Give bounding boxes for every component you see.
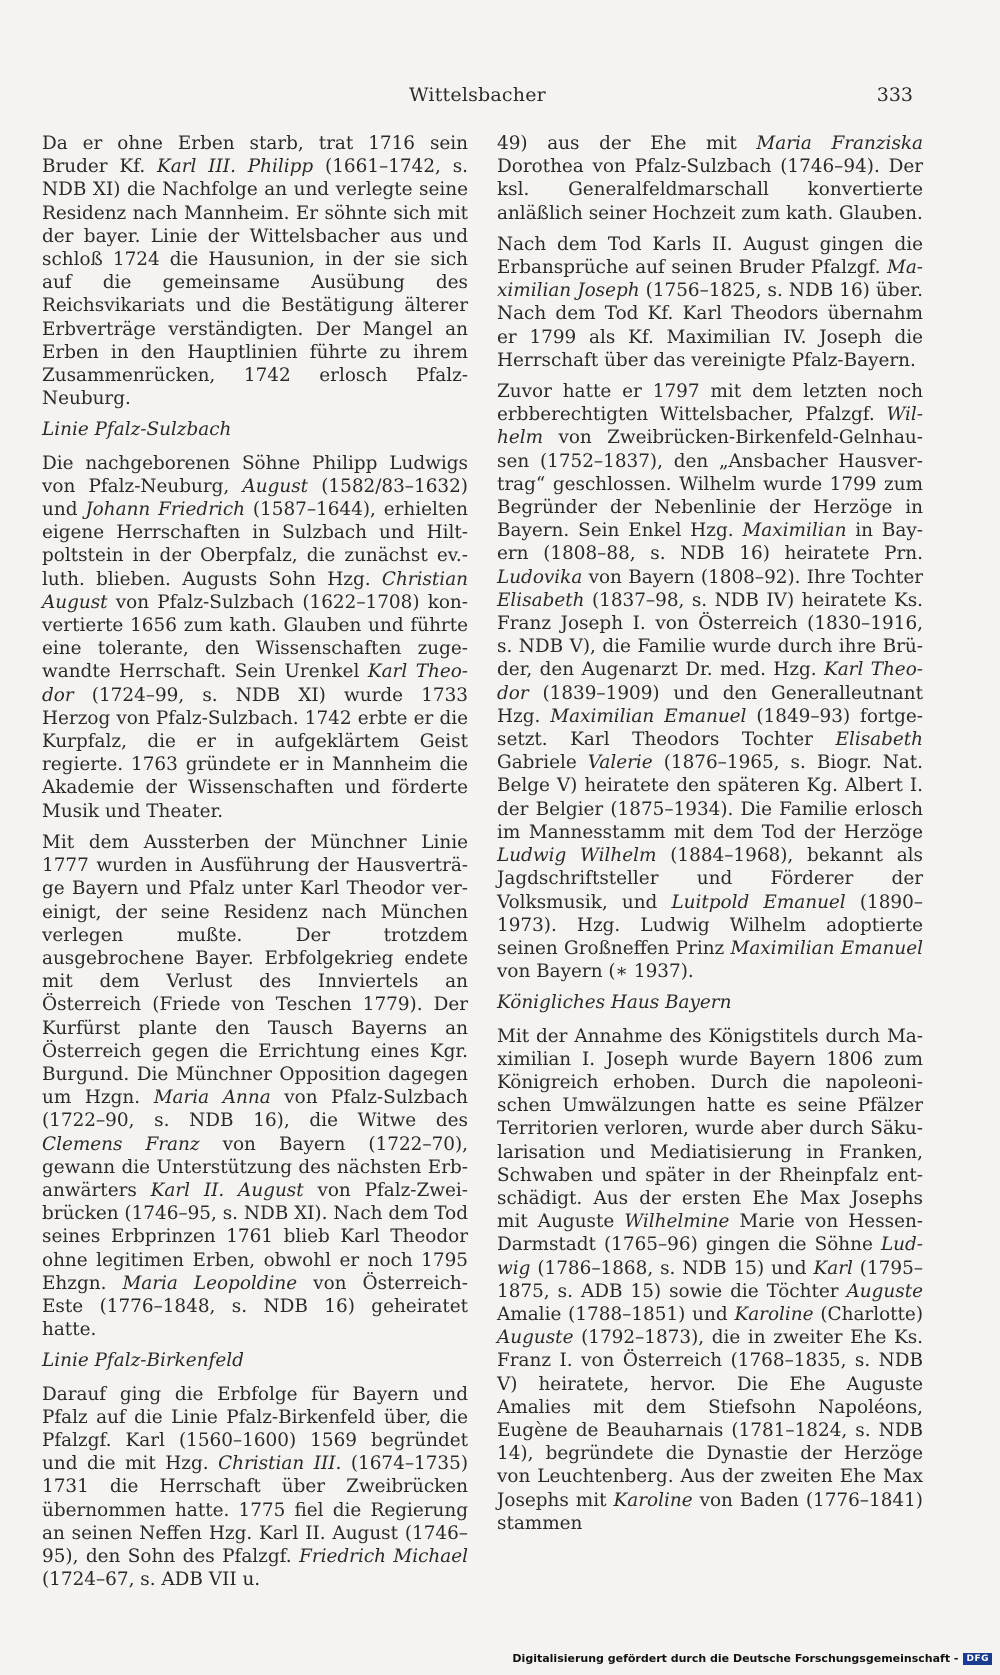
paragraph: Nach dem Tod Karls II. August gingen die Erbansprüche auf seinen Bruder Pfalzgf. Maximilian Joseph (1756–1825, s. NDB 16) über. Nach dem Tod Kf. Karl Theodors übernahm er 1799 als Kf. Maximilian IV. Joseph die Herrschaft über das vereinigte Pfalz-Bayern.	[497, 233, 924, 371]
paragraph: Darauf ging die Erbfolge für Bayern und Pfalz auf die Linie Pfalz-Birkenfeld über, die Pfalzgf. Karl (1560–1600) 1569 begründet und die mit Hzg. Christian III. (1674–1735) 1731 die Herrschaft über Zweibrücken übernommen hatte. 1775 fiel die Regierung an seinen Neffen Hzg. Karl II. August (1746–95), den Sohn des Pfalzgf. Friedrich Michael (1724–67, s. ADB VII u.	[42, 1383, 468, 1591]
dfg-logo: DFG	[963, 1653, 992, 1665]
section-heading: Königliches Haus Bayern	[497, 992, 732, 1014]
paragraph: Zuvor hatte er 1797 mit dem letzten noch erbberechtigten Wittelsbacher, Pfalzgf. Wilhelm von Zweibrücken-Birkenfeld-Gelnhausen (1752–1837), den „Ansbacher Hausvertrag“ geschlossen. Wilhelm wurde 1799 zum Begründer der Nebenlinie der Herzöge in Bayern. Sein Enkel Hzg. Maximilian in Bayern (1808–88, s. NDB 16) heiratete Prn. Ludovika von Bayern (1808–92). Ihre Tochter Elisabeth (1837–98, s. NDB IV) heiratete Ks. Franz Joseph I. von Österreich (1830–1916, s. NDB V), die Familie wurde durch ihre Brüder, den Augenarzt Dr. med. Hzg. Karl Theodor (1839–1909) und den Generalleutnant Hzg. Maximilian Emanuel (1849–93) fortgesetzt. Karl Theodors Tochter Elisabeth Gabriele Valerie (1876–1965, s. Biogr. Nat. Belge V) heiratete den späteren Kg. Albert I. der Belgier (1875–1934). Die Familie erlosch im Mannesstamm mit dem Tod der Herzöge Ludwig Wilhelm (1884–1968), bekannt als Jagdschriftsteller und Förderer der Volksmusik, und Luitpold Emanuel (1890–1973). Hzg. Ludwig Wilhelm adoptierte seinen Großneffen Prinz Maximilian Emanuel von Bayern (∗ 1937).	[497, 381, 923, 983]
page-header	[42, 84, 913, 112]
section-heading: Linie Pfalz-Birkenfeld	[42, 1350, 244, 1372]
left-column	[42, 132, 468, 1599]
section-heading: Linie Pfalz-Sulzbach	[42, 419, 232, 441]
paragraph: Mit dem Aussterben der Münchner Linie 1777 wurden in Ausführung der Hausverträge Bayern und Pfalz unter Karl Theodor vereinigt, der seine Residenz nach München verlegen mußte. Der trotzdem ausgebrochene Bayer. Erbfolgekrieg endete mit dem Verlust des Innviertels an Österreich (Friede von Teschen 1779). Der Kurfürst plante den Tausch Bayerns an Österreich gegen die Errichtung eines Kgr. Burgund. Die Münchner Opposition dagegen um Hzgn. Maria Anna von Pfalz-Sulzbach (1722–90, s. NDB 16), die Witwe des Clemens Franz von Bayern (1722–70), gewann die Unterstützung des nächsten Erbanwärters Karl II. August von Pfalz-Zweibrücken (1746–95, s. NDB XI). Nach dem Tod seines Erbprinzen 1761 blieb Karl Theodor ohne legitimen Erben, obwohl er noch 1795 Ehzgn. Maria Leopoldine von Österreich-Este (1776–1848, s. NDB 16) geheiratet hatte.	[42, 831, 469, 1341]
paragraph: Die nachgeborenen Söhne Philipp Ludwigs von Pfalz-Neuburg, August (1582/83–1632) und Johann Friedrich (1587–1644), erhielten eigene Herrschaften in Sulzbach und Hiltpoltstein in der Oberpfalz, die zunächst ev.-luth. blieben. Augusts Sohn Hzg. Christian August von Pfalz-Sulzbach (1622–1708) konvertierte 1656 zum kath. Glauben und führte eine tolerante, den Wissenschaften zugewandte Herrschaft. Sein Urenkel Karl Theodor (1724–99, s. NDB XI) wurde 1733 Herzog von Pfalz-Sulzbach. 1742 erbte er die Kurpfalz, die er in aufgeklärtem Geist regierte. 1763 gründete er in Mannheim die Akademie der Wissenschaften und förderte Musik und Theater.	[42, 452, 468, 822]
right-column	[497, 132, 923, 1543]
paragraph: Mit der Annahme des Königstitels durch Maximilian I. Joseph wurde Bayern 1806 zum Königreich erhoben. Durch die napoleonischen Umwälzungen hatte es seine Pfälzer Territorien verloren, wurde aber durch Säkularisation und Mediatisierung in Franken, Schwaben und später in der Rheinpfalz entschädigt. Aus der ersten Ehe Max Josephs mit Auguste Wilhelmine Marie von Hessen-Darmstadt (1765–96) gingen die Söhne Ludwig (1786–1868, s. NDB 15) und Karl (1795–1875, s. ADB 15) sowie die Töchter Auguste Amalie (1788–1851) und Karoline (Charlotte) Auguste (1792–1873), die in zweiter Ehe Ks. Franz I. von Österreich (1768–1835, s. NDB V) heiratete, hervor. Die Ehe Auguste Amalies mit dem Stiefsohn Napoléons, Eugène de Beauharnais (1781–1824, s. NDB 14), begründete die Dynastie der Herzöge von Leuchtenberg. Aus der zweiten Ehe Max Josephs mit Karoline von Baden (1776–1841) stammen	[497, 1025, 924, 1534]
footer-credit-text: Digitalisierung gefördert durch die Deutsche Forschungsgemeinschaft -	[512, 1652, 959, 1665]
page-number: 333	[876, 84, 913, 106]
paragraph: 49) aus der Ehe mit Maria Franziska Dorothea von Pfalz-Sulzbach (1746–94). Der ksl. Generalfeldmarschall konvertierte anläßlich seiner Hochzeit zum kath. Glauben.	[497, 133, 923, 224]
paragraph: Da er ohne Erben starb, trat 1716 sein Bruder Kf. Karl III. Philipp (1661–1742, s. NDB XI) die Nachfolge an und verlegte seine Residenz nach Mannheim. Er söhnte sich mit der bayer. Linie der Wittelsbacher aus und schloß 1724 die Hausunion, in der sie sich auf die gemeinsame Ausübung des Reichsvikariats und die Bestätigung älterer Erbverträge verständigten. Der Mangel an Erben in den Hauptlinien führte zu ihrem Zusammenrücken, 1742 erlosch Pfalz-Neuburg.	[42, 133, 468, 410]
running-title: Wittelsbacher	[409, 84, 546, 106]
footer-credit	[512, 1652, 992, 1665]
